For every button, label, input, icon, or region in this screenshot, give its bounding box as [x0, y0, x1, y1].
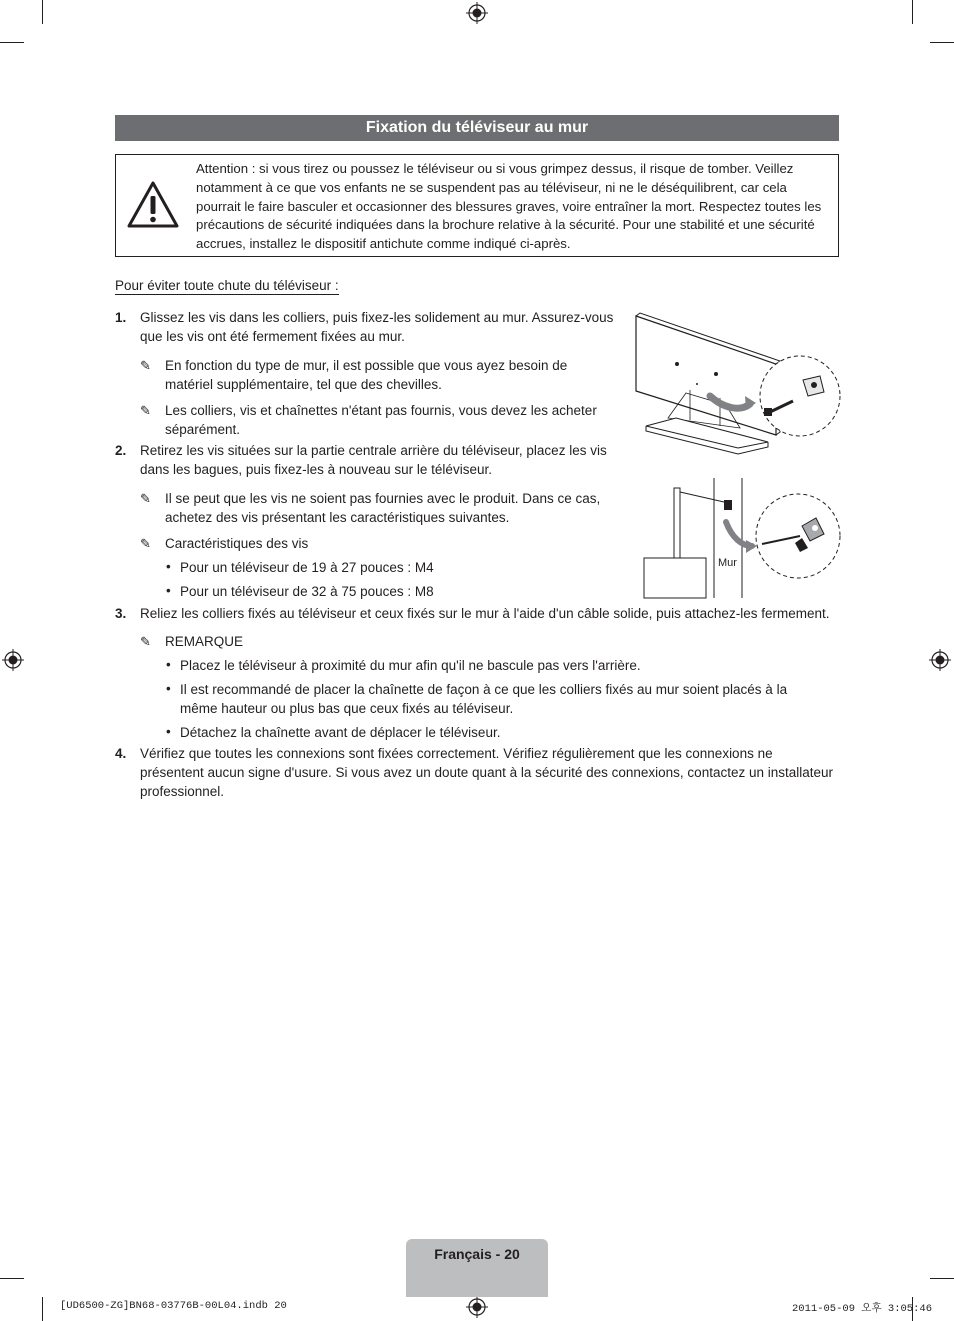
tv-back-bracket-illustration: [628, 308, 842, 468]
step-number: 1.: [115, 310, 127, 325]
pencil-note-icon: ✎: [140, 491, 151, 506]
warning-triangle-icon: [126, 180, 180, 230]
step-number: 2.: [115, 443, 127, 458]
warning-body: : si vous tirez ou poussez le téléviseur ou si vous grimpez dessus, il risque de tomber. Veillez notamment à ce que vos enfants ne se suspendent pas au téléviseur, ni ne le déséquilibrent, car cela pourrait le faire basculer et occasionner des blessures graves, voire entraîner la mort. Respectez toutes les précautions de sécurité indiquées dans la brochure relative à la sécurité. Pour une stabilité et une sécurité accrues, installez le dispositif antichute comme indiqué ci-après.: [196, 161, 822, 252]
registration-mark-icon: [466, 2, 488, 24]
warning-text: [196, 160, 832, 254]
note-text: Caractéristiques des vis: [165, 536, 309, 551]
print-slug-right: 2011-05-09 오후 3:05:46: [792, 1303, 933, 1315]
note-text: Il se peut que les vis ne soient pas fournies avec le produit. Dans ce cas, achetez des vis présentant les caractéristiques suivantes.: [165, 491, 601, 525]
note-label: REMARQUE: [165, 634, 244, 649]
print-slug-left: [UD6500-ZG]BN68-03776B-00L04.indb 20: [60, 1300, 287, 1312]
pencil-note-icon: ✎: [140, 536, 151, 551]
list-item: Pour un téléviseur de 32 à 75 pouces : M8: [180, 584, 434, 599]
step-text: Vérifiez que toutes les connexions sont fixées correctement. Vérifiez régulièrement que les connexions ne présentent aucun signe d'usure. Si vous avez un doute quant à la sécurité des connexions, contactez un installateur professionnel.: [140, 746, 834, 799]
warning-label: Attention: [196, 161, 249, 176]
registration-mark-icon: [466, 1296, 488, 1318]
bullet-icon: •: [166, 681, 171, 696]
step-number: 4.: [115, 746, 127, 761]
crop-mark: [0, 42, 24, 43]
pencil-note-icon: ✎: [140, 634, 151, 649]
step-text: Retirez les vis situées sur la partie centrale arrière du téléviseur, placez les vis dans les bagues, puis fixez-les à nouveau sur le téléviseur.: [140, 443, 607, 477]
list-item: Il est recommandé de placer la chaînette de façon à ce que les colliers fixés au mur soient placés à la même hauteur ou plus bas que ceux fixés au téléviseur.: [180, 682, 788, 716]
crop-mark: [930, 42, 954, 43]
note-text: En fonction du type de mur, il est possible que vous ayez besoin de matériel supplémentaire, tel que des chevilles.: [165, 358, 568, 392]
bullet-icon: •: [166, 559, 171, 574]
step-text: Glissez les vis dans les colliers, puis fixez-les solidement au mur. Assurez-vous que les vis ont été fermement fixées au mur.: [140, 310, 614, 344]
crop-mark: [912, 0, 913, 24]
bullet-icon: •: [166, 724, 171, 739]
list-item: Placez le téléviseur à proximité du mur afin qu'il ne bascule pas vers l'arrière.: [180, 658, 641, 673]
step-text: Reliez les colliers fixés au téléviseur et ceux fixés sur le mur à l'aide d'un câble solide, puis attachez-les fermement.: [140, 606, 830, 621]
warning-box: [115, 154, 839, 257]
subheading: Pour éviter toute chute du téléviseur :: [115, 278, 339, 293]
crop-mark: [0, 1278, 24, 1279]
wall-label: Mur: [718, 557, 737, 569]
pencil-note-icon: ✎: [140, 403, 151, 418]
bullet-icon: •: [166, 583, 171, 598]
pencil-note-icon: ✎: [140, 358, 151, 373]
step-number: 3.: [115, 606, 127, 621]
list-item: Pour un téléviseur de 19 à 27 pouces : M4: [180, 560, 434, 575]
list-item: Détachez la chaînette avant de déplacer le téléviseur.: [180, 725, 501, 740]
registration-mark-icon: [2, 649, 24, 671]
section-title: Fixation du téléviseur au mur: [115, 115, 839, 141]
note-text: Les colliers, vis et chaînettes n'étant pas fournis, vous devez les acheter séparément.: [165, 403, 597, 437]
registration-mark-icon: [929, 649, 951, 671]
bullet-icon: •: [166, 657, 171, 672]
crop-mark: [930, 1278, 954, 1279]
page-number: Français - 20: [434, 1246, 520, 1262]
wall-side-view-illustration: [640, 478, 842, 600]
crop-mark: [42, 0, 43, 24]
crop-mark: [42, 1297, 43, 1321]
